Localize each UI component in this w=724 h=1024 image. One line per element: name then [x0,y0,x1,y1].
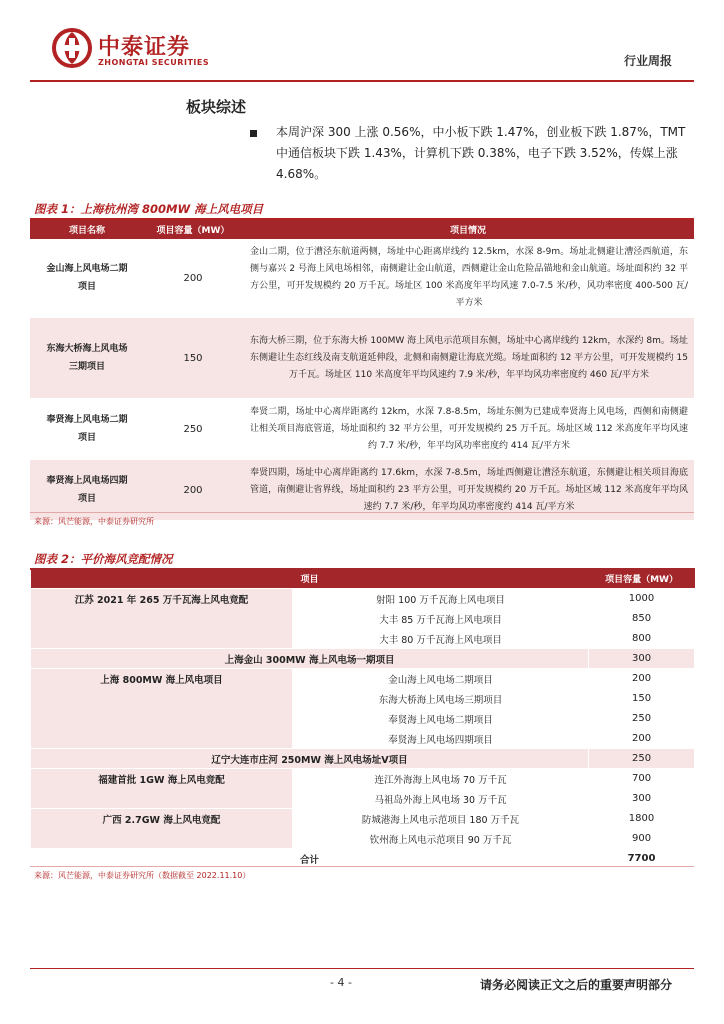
figure1-source-divider [30,512,694,513]
table-row [31,649,695,669]
page-number: - 4 - [330,976,352,989]
table-row [30,239,694,318]
table-header-row [31,568,695,589]
item-name: 金山海上风电场二期项目 [293,669,589,689]
item-capacity: 850 [589,609,695,629]
project-capacity: 250 [144,399,242,460]
company-logo [52,28,222,74]
document-type: 行业周报 [623,54,672,68]
group-name: 上海 800MW 海上风电项目 [31,669,293,749]
item-capacity: 150 [589,689,695,709]
item-name: 射阳 100 万千瓦海上风电项目 [293,589,589,609]
disclaimer-text: 请务必阅读正文之后的重要声明部分 [479,978,672,992]
figure1-source: 来源：风芒能源，中泰证券研究所 [34,517,154,526]
project-capacity: 200 [144,239,242,318]
table-row [31,809,695,829]
column-header: 项目名称 [30,220,144,239]
item-capacity: 200 [589,669,695,689]
section-title: 板块综述 [186,98,247,116]
item-name: 奉贤海上风电场四期项目 [293,729,589,749]
item-name: 东海大桥海上风电场三期项目 [293,689,589,709]
project-capacity: 200 [144,460,242,521]
item-capacity: 250 [589,709,695,729]
project-name: 奉贤海上风电场二期项目 [30,399,144,460]
item-capacity: 800 [589,629,695,649]
table-row [31,769,695,789]
figure2-caption-text: 图表 2：平价海风竞配情况 [34,552,173,566]
table-row [31,589,695,609]
item-name: 防城港海上风电示范项目 180 万千瓦 [293,809,589,829]
bullet-square-icon [250,130,257,137]
figure2-caption [30,550,694,570]
item-capacity: 200 [589,729,695,749]
project-name: 上海金山 300MW 海上风电场一期项目 [31,649,589,669]
column-header: 项目情况 [242,220,694,239]
project-name: 东海大桥海上风电场三期项目 [30,318,144,399]
figure1-caption [30,200,694,220]
project-description: 奉贤二期，场址中心离岸距离约 12km，水深 7.8-8.5m，场址东侧为已建成奉贤海上风电场，西侧和南侧避让相关项目海底管道，场址面积约 32 平方公里，可开发规模约 25 万千瓦。场址区域 112 米高度年平均风速约 7.7 米/秒，年平均风功率密度约 414 瓦/平方米 [242,399,694,460]
item-name: 钦州海上风电示范项目 90 万千瓦 [293,829,589,849]
project-name: 奉贤海上风电场四期项目 [30,460,144,521]
group-name: 广西 2.7GW 海上风电竞配 [31,809,293,849]
total-label: 合计 [31,849,589,869]
project-capacity: 150 [144,318,242,399]
item-name: 奉贤海上风电场二期项目 [293,709,589,729]
figure1-caption-text: 图表 1：上海杭州湾 800MW 海上风电项目 [34,202,264,216]
project-description: 东海大桥三期，位于东海大桥 100MW 海上风电示范项目东侧，场址中心离岸线约 12km，水深约 8m。场址东侧避让生态红线及南支航道延伸段，北侧和南侧避让海底光缆。场址面积约 12 平方公里，可开发规模约 15 万千瓦。场址区 110 米高度年平均风速约 7.9 米/秒，年平均风功率密度约 460 瓦/平方米 [242,318,694,399]
item-capacity: 700 [589,769,695,789]
item-capacity: 250 [589,749,695,769]
table-row [30,399,694,460]
table-row [30,318,694,399]
figure2-source: 来源：风芒能源，中泰证券研究所（数据截至 2022.11.10） [34,871,251,880]
total-value: 7700 [589,849,695,869]
project-name: 辽宁大连市庄河 250MW 海上风电场址Ⅴ项目 [31,749,589,769]
item-name: 马祖岛外海上风电场 30 万千瓦 [293,789,589,809]
project-description: 奉贤四期，场址中心离岸距离约 17.6km，水深 7-8.5m，场址西侧避让漕泾东航道，东侧避让相关项目海底管道，南侧避让省界线，场址面积约 23 平方公里，可开发规模约 20 万千瓦。场址区域 112 米高度年平均风速约 7.7 米/秒，年平均风功率密度约 414 瓦/平方米 [242,460,694,521]
item-name: 大丰 80 万千瓦海上风电项目 [293,629,589,649]
summary-paragraph: 本周沪深 300 上涨 0.56%，中小板下跌 1.47%，创业板下跌 1.87%，TMT 中通信板块下跌 1.43%，计算机下跌 0.38%，电子下跌 3.52%，传媒上涨 4.68%。 [276,125,686,181]
figure2-source-divider [30,866,694,867]
table-header-row [30,220,694,239]
table-row [31,749,695,769]
column-header: 项目 [31,568,589,589]
item-capacity: 300 [589,649,695,669]
item-name: 连江外海海上风电场 70 万千瓦 [293,769,589,789]
column-header: 项目容量（MW） [589,568,695,589]
item-capacity: 900 [589,829,695,849]
brand-name-cn: 中泰证券 [98,35,191,60]
table-row [31,669,695,689]
zhongtai-logo-icon [52,28,92,68]
group-name: 福建首批 1GW 海上风电竞配 [31,769,293,809]
group-name: 江苏 2021 年 265 万千瓦海上风电竞配 [31,589,293,649]
brand-name-en: ZHONGTAI SECURITIES [98,58,210,67]
column-header: 项目容量（MW） [144,220,242,239]
figure2-table [30,568,695,869]
item-capacity: 1800 [589,809,695,829]
item-capacity: 300 [589,789,695,809]
item-capacity: 1000 [589,589,695,609]
project-name: 金山海上风电场二期项目 [30,239,144,318]
footer-divider [30,968,694,969]
item-name: 大丰 85 万千瓦海上风电项目 [293,609,589,629]
figure1-table [30,220,694,521]
project-description: 金山二期，位于漕泾东航道两侧，场址中心距离岸线约 12.5km，水深 8-9m。场址北侧避让漕泾西航道，东侧与嘉兴 2 号海上风电场相邻，南侧避让金山航道，西侧避让金山危险品锚地和金山航道。场址面积约 32 平方公里，可开发规模约 20 万千瓦。场址区 100 米高度年平均风速 7.0-7.5 米/秒，风功率密度 400-500 瓦/平方米 [242,239,694,318]
header-divider [30,80,694,82]
